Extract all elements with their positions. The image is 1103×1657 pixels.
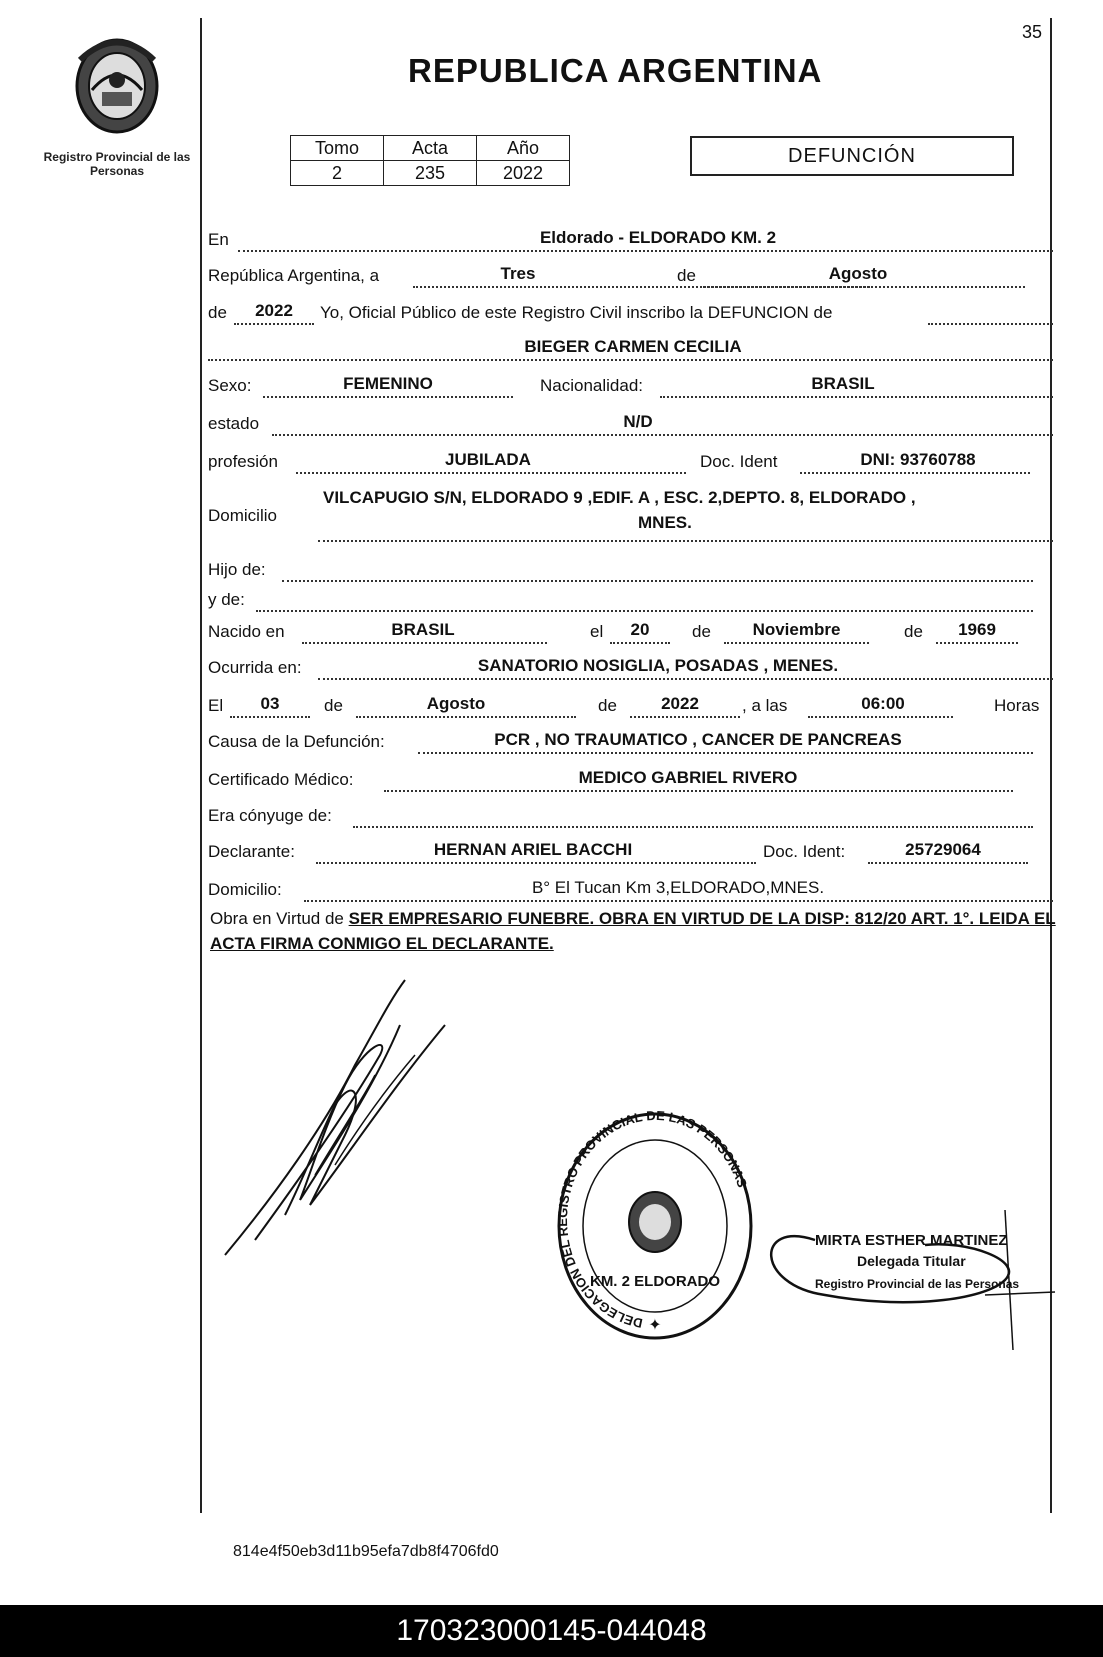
stamp-center-text: KM. 2 ELDORADO [589, 1273, 721, 1290]
row-fecha-defuncion [208, 688, 1053, 720]
label-obra-virtud: Obra en Virtud de [210, 909, 344, 928]
table-row [291, 161, 570, 186]
label-ocurrida-en: Ocurrida en: [208, 658, 302, 677]
value-nacionalidad: BRASIL [811, 374, 875, 393]
value-sexo: FEMENINO [343, 374, 433, 393]
value-declarante-doc: 25729064 [905, 840, 981, 859]
dotted-line [256, 610, 1033, 612]
value-dia-letras: Tres [500, 264, 536, 283]
label-el: El [208, 696, 224, 715]
dotted-line [263, 396, 513, 398]
dotted-line [296, 472, 686, 474]
label-declarante: Declarante: [208, 842, 295, 861]
dotted-line [800, 472, 1030, 474]
dotted-line [700, 286, 1025, 288]
value-profesion: JUBILADA [445, 450, 531, 469]
registry-table [290, 135, 570, 186]
row-ocurrida [208, 650, 1053, 682]
dotted-line [208, 359, 1053, 361]
value-nombre: BIEGER CARMEN CECILIA [524, 337, 742, 356]
label-de: de [208, 303, 227, 322]
label-causa: Causa de la Defunción: [208, 732, 385, 751]
label-y-de: y de: [208, 590, 245, 609]
official-role: Delegada Titular [857, 1253, 966, 1269]
value-lugar: Eldorado - ELDORADO KM. 2 [539, 228, 777, 247]
label-de: de [904, 622, 923, 641]
label-doc-ident: Doc. Ident [700, 452, 778, 471]
dotted-line [630, 716, 740, 718]
act-type-label: DEFUNCIÓN [788, 145, 916, 167]
value-estado-civil: N/D [623, 412, 653, 431]
value-lugar-defuncion: SANATORIO NOSIGLIA, POSADAS , MENES. [477, 656, 839, 675]
logo-caption: Registro Provincial de las Personas [43, 150, 191, 178]
value-hora-defuncion: 06:00 [861, 694, 905, 713]
dotted-line [316, 862, 756, 864]
row-nacimiento [208, 614, 1053, 646]
value-documento: DNI: 93760788 [860, 450, 976, 469]
dotted-line [808, 716, 953, 718]
table-header-tomo: Tomo [291, 136, 384, 161]
value-declarante: HERNAN ARIEL BACCHI [433, 840, 633, 859]
table-header-row [291, 136, 570, 161]
label-estado: estado [208, 414, 260, 433]
label-de: de [324, 696, 343, 715]
row-causa [208, 724, 1053, 756]
barcode-number-bar [0, 1605, 1103, 1657]
table-header-acta: Acta [384, 136, 477, 161]
page-title: REPUBLICA ARGENTINA [408, 52, 823, 89]
row-conyuge [208, 798, 1053, 830]
value-mes-nacimiento: Noviembre [752, 620, 841, 639]
page-number: 35 [1022, 22, 1043, 42]
stamp-star-icon: ✦ [648, 1315, 662, 1334]
row-nombre [208, 331, 1053, 363]
dotted-line [318, 540, 1053, 542]
value-obra-texto: SER EMPRESARIO FUNEBRE. OBRA EN VIRTUD DE LA DISP: 812/20 ART. 1°. LEIDA EL ACTA FIRMA CONMIGO EL DECLARANTE. [210, 909, 1056, 953]
province-seal-logo [62, 30, 172, 138]
dotted-line [238, 250, 1053, 252]
official-round-stamp [555, 1110, 755, 1342]
dotted-line [936, 642, 1018, 644]
row-anio-inscripcion [208, 295, 1053, 327]
dotted-line [724, 642, 869, 644]
value-mes-inscripcion: Agosto [828, 264, 888, 283]
table-header-anio: Año [477, 136, 570, 161]
label-domicilio: Domicilio [208, 506, 277, 525]
label-doc-ident: Doc. Ident: [763, 842, 846, 861]
value-anio-inscripcion: 2022 [255, 301, 293, 320]
value-dia-nacimiento: 20 [630, 620, 650, 639]
label-conyuge: Era cónyuge de: [208, 806, 332, 825]
row-domicilio [208, 486, 1053, 542]
table-cell-anio: 2022 [477, 161, 570, 186]
dotted-line [384, 790, 1013, 792]
dotted-line [302, 642, 547, 644]
left-margin-line [200, 18, 202, 1513]
row-lugar [208, 222, 1053, 254]
dotted-line [928, 323, 1053, 325]
label-de: de [673, 266, 700, 286]
label-yo-oficial: Yo, Oficial Público de este Registro Civil inscribo la DEFUNCION de [320, 303, 833, 322]
official-name: MIRTA ESTHER MARTINEZ [815, 1232, 1008, 1249]
dotted-line [234, 323, 314, 325]
label-nacido-en: Nacido en [208, 622, 285, 641]
value-dia-defuncion: 03 [260, 694, 280, 713]
dotted-line [418, 752, 1033, 754]
label-certificado: Certificado Médico: [208, 770, 354, 789]
dotted-line [868, 862, 1028, 864]
label-sexo: Sexo: [208, 376, 252, 395]
row-fecha-inscripcion [208, 258, 1053, 290]
document-hash: 814e4f50eb3d11b95efa7db8f4706fd0 [233, 1543, 499, 1560]
official-signature [755, 1200, 1065, 1350]
table-cell-tomo: 2 [291, 161, 384, 186]
value-medico: MEDICO GABRIEL RIVERO [578, 768, 798, 787]
row-certificado [208, 762, 1053, 794]
barcode-number: 170323000145-044048 [396, 1614, 707, 1647]
dotted-line [318, 678, 1053, 680]
dotted-line [230, 716, 310, 718]
dotted-line [356, 716, 576, 718]
value-causa: PCR , NO TRAUMATICO , CANCER DE PANCREAS [494, 730, 902, 749]
row-profesion [208, 444, 1053, 476]
label-a-las: , a las [742, 696, 788, 715]
official-office: Registro Provincial de las Personas [815, 1277, 1020, 1291]
row-estado [208, 406, 1053, 438]
label-horas: Horas [994, 696, 1040, 715]
label-nacionalidad: Nacionalidad: [540, 376, 644, 395]
act-type-box [690, 136, 1014, 176]
obra-en-virtud [210, 906, 1060, 956]
row-domicilio-declarante [208, 872, 1053, 904]
row-sexo [208, 368, 1053, 400]
value-lugar-nacimiento: BRASIL [391, 620, 455, 639]
label-profesion: profesión [208, 452, 278, 471]
value-declarante-domicilio: B° El Tucan Km 3,ELDORADO,MNES. [531, 878, 825, 897]
label-hijo-de: Hijo de: [208, 560, 266, 579]
row-hijo-de [208, 552, 1053, 584]
label-en: En [208, 230, 229, 249]
declarant-signature [215, 975, 475, 1265]
dotted-line [353, 826, 1033, 828]
label-domicilio: Domicilio: [208, 880, 282, 899]
stamp-ring-text: DELEGACION DEL REGISTRO PROVINCIAL DE LAS PERSONAS [555, 1110, 750, 1331]
row-y-de [208, 582, 1053, 614]
label-de: de [692, 622, 711, 641]
dotted-line [304, 900, 1053, 902]
dotted-line [660, 396, 1053, 398]
row-declarante [208, 834, 1053, 866]
label-de: de [598, 696, 617, 715]
value-mes-defuncion: Agosto [426, 694, 486, 713]
value-domicilio-line2: MNES. [638, 513, 692, 532]
value-anio-defuncion: 2022 [661, 694, 699, 713]
dotted-line [272, 434, 1053, 436]
label-el: el [590, 622, 604, 641]
value-domicilio-line1: VILCAPUGIO S/N, ELDORADO 9 ,EDIF. A , ESC. 2,DEPTO. 8, ELDORADO , [323, 488, 916, 507]
value-anio-nacimiento: 1969 [958, 620, 996, 639]
table-cell-acta: 235 [384, 161, 477, 186]
dotted-line [610, 642, 670, 644]
label-republica: República Argentina, a [208, 266, 380, 285]
